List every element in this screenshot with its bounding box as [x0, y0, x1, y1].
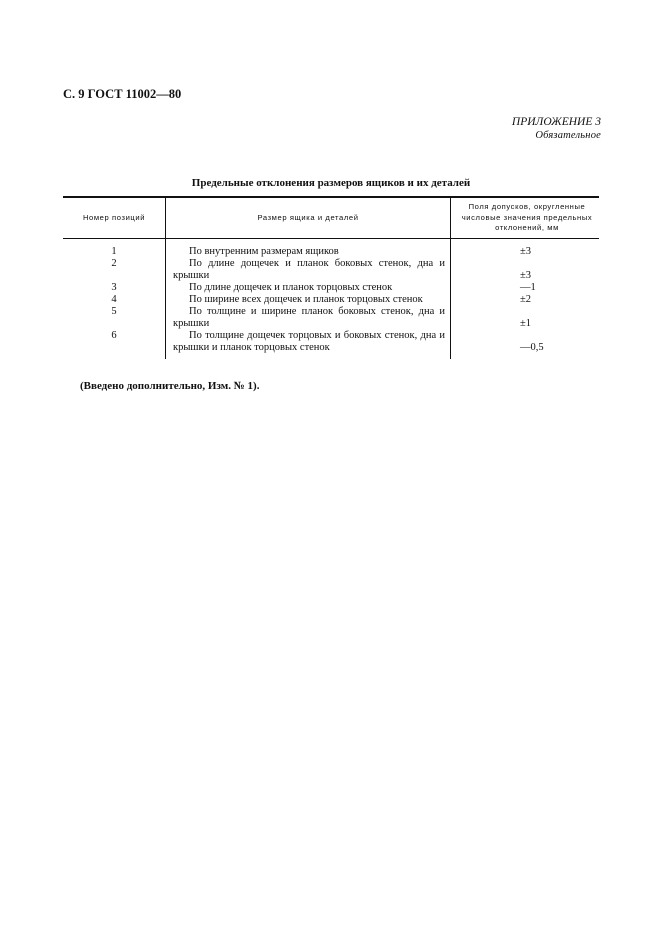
header-size: Размер ящика и деталей: [257, 212, 359, 222]
row-description: По ширине всех дощечек и планок торцовых стенок: [189, 294, 423, 305]
row-number: 4: [111, 294, 117, 305]
tolerance-table: [63, 196, 599, 359]
table-header: [63, 198, 599, 239]
row-tolerance: —0,5: [520, 342, 544, 353]
page-header: С. 9 ГОСТ 11002—80: [63, 87, 182, 101]
header-divider: [450, 198, 451, 238]
row-description: По внутренним размерам ящиков: [189, 246, 339, 257]
body-divider: [165, 239, 166, 359]
row-description: По толщине дощечек торцовых и боковых стенок, дна и крышки и планок торцовых стенок: [173, 330, 445, 353]
row-description: По толщине и ширине планок боковых стенок, дна и крышки: [173, 306, 445, 329]
row-tolerance: —1: [520, 282, 536, 293]
appendix-block: [512, 116, 601, 142]
row-tolerance: ±3: [520, 270, 532, 281]
appendix-subtitle: Обязательное: [535, 130, 601, 141]
row-number: 1: [111, 246, 117, 257]
row-tolerance: ±2: [520, 294, 532, 305]
table-body: [63, 239, 599, 359]
appendix-title: ПРИЛОЖЕНИЕ 3: [511, 116, 601, 128]
table-title: Предельные отклонения размеров ящиков и их деталей: [191, 177, 471, 189]
row-tolerance: ±3: [520, 246, 532, 257]
row-number: 6: [111, 330, 117, 341]
row-description: По длине дощечек и планок боковых стенок, дна и крышки: [173, 258, 445, 281]
row-number: 2: [111, 258, 117, 269]
header-tolerance: Поля допусков, округленные числовые значения предельных отклонений, мм: [461, 202, 593, 233]
row-number: 3: [111, 282, 117, 293]
amendment-note: (Введено дополнительно, Изм. № 1).: [80, 380, 260, 392]
row-number: 5: [111, 306, 117, 317]
header-number: Номер позиций: [82, 212, 146, 222]
row-description: По длине дощечек и планок торцовых стенок: [189, 282, 393, 293]
row-tolerance: ±1: [520, 318, 532, 329]
body-divider: [450, 239, 451, 359]
